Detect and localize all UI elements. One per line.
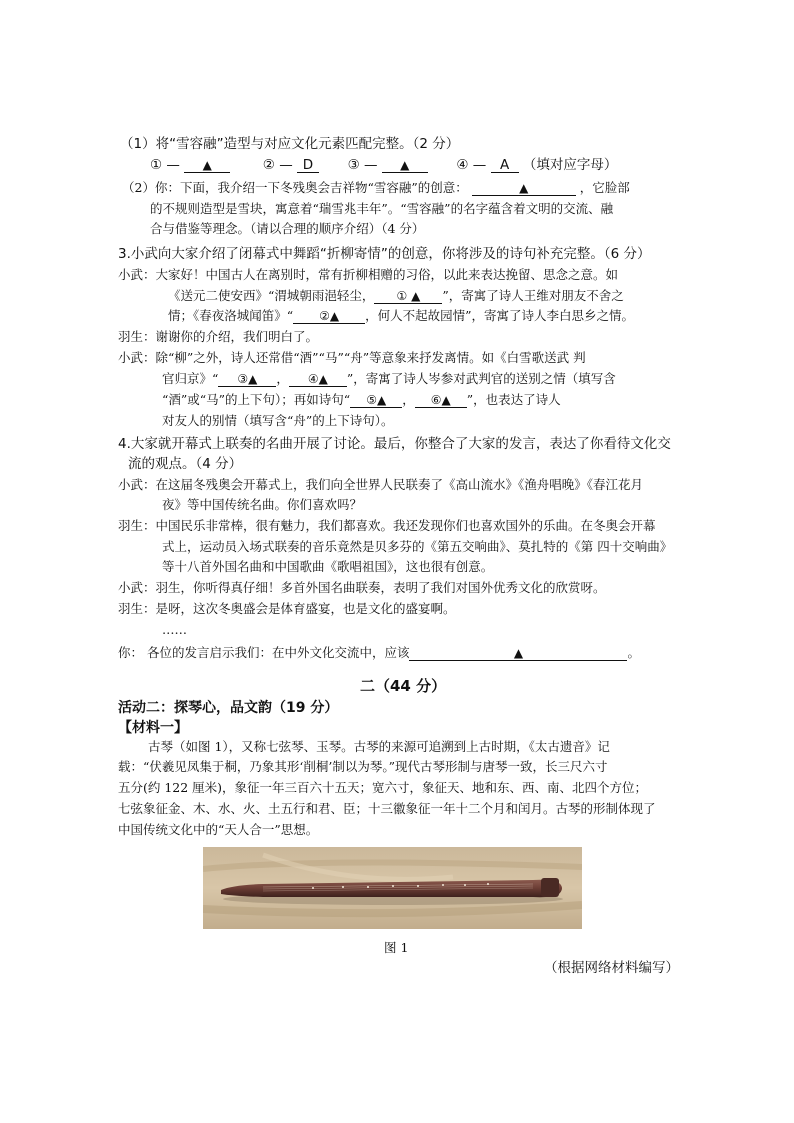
material1-line1: 古琴（如图 1），又称七弦琴、玉琴。古琴的来源可追溯到上古时期，《太古遗音》记 — [148, 739, 610, 754]
poem-blank-5[interactable]: ⑤▲ — [350, 393, 402, 408]
q3-line6-a: 官归京》“ — [162, 371, 219, 386]
q4-line5: 等十八首外国名曲和中国歌曲《歌唱祖国》，这也很有创意。 — [162, 559, 494, 574]
q3-line2-post: ”，寄寓了诗人王维对朋友不舍之 — [442, 288, 624, 303]
q2-part2-prompt: （2）你：下面，我介绍一下冬残奥会吉祥物“雪容融”的创意： — [122, 180, 468, 195]
poem-blank-4[interactable]: ④▲ — [289, 372, 347, 387]
q3-line5: 小武：除“柳”之外，诗人还常借“酒”“马”“舟”等意象来抒发离情。如《白雪歌送武 判 — [118, 350, 586, 365]
item3-answer-blank[interactable]: ▲ — [382, 158, 428, 173]
figure-caption: 图 1 — [384, 940, 409, 955]
item2-label: ② — — [262, 157, 293, 173]
q3-title: 3.小武向大家介绍了闭幕式中舞蹈“折柳寄情”的创意，你将涉及的诗句补充完整。（6 分） — [118, 246, 651, 262]
material1-label: 【材料一】 — [118, 720, 188, 736]
item4-label: ④ — — [456, 157, 487, 173]
source-note: （根据网络材料编写） — [544, 960, 679, 976]
part2-heading: 二（44 分） — [360, 677, 447, 695]
q3-line2 — [168, 288, 624, 304]
activity2-title: 活动二：探琴心，品文韵（19 分） — [118, 700, 339, 716]
item1-answer-blank[interactable]: ▲ — [184, 158, 230, 173]
q3-line6 — [162, 371, 616, 387]
q4-ellipsis: …… — [162, 622, 187, 637]
guqin-image — [203, 847, 582, 929]
q4-answer-line — [118, 645, 640, 661]
poem-blank-2[interactable]: ②▲ — [293, 309, 365, 324]
q3-line6-c: ， — [276, 371, 289, 386]
material1-line2: 载：“伏羲见凤集于桐，乃象其形‘削桐’制以为琴。”现代古琴形制与唐琴一致，长三尺六寸 — [118, 759, 608, 774]
q4-line4: 式上，运动员入场式联奏的音乐竟然是贝多芬的《第五交响曲》、莫扎特的《第 四十交响曲》 — [162, 539, 673, 554]
q3-line3 — [168, 308, 634, 324]
material1-line3: 五分(约 122 厘米)，象征一年三百六十五天；宽六寸，象征天、地和东、西、南、北四个方位； — [118, 780, 648, 795]
q2-part2-line3: 合与借鉴等理念。（请以合理的顺序介绍）（4 分） — [150, 221, 425, 236]
item4-answer: A — [491, 158, 519, 173]
q4-line2: 夜》等中国传统名曲。你们喜欢吗？ — [162, 497, 363, 512]
q3-line3-post: ，何人不起故园情”，寄寓了诗人李白思乡之情。 — [365, 308, 635, 323]
answer-note: （填对应字母） — [522, 157, 618, 173]
q4-line6: 小武：羽生，你听得真仔细！多首外国名曲联奏，表明了我们对国外优秀文化的欣赏呀。 — [118, 580, 606, 595]
q4-line1: 小武：在这届冬残奥会开幕式上，我们向全世界人民联奏了《高山流水》《渔舟唱晚》《春江花月 — [118, 477, 644, 492]
q3-line7-c: ， — [402, 392, 415, 407]
q3-line4: 羽生：谢谢你的介绍，我们明白了。 — [118, 329, 319, 344]
poem-blank-3[interactable]: ③▲ — [218, 372, 276, 387]
q3-line7 — [162, 392, 561, 408]
q2-part2-answer-blank[interactable]: ▲ — [472, 181, 576, 196]
q4-answer-end: 。 — [627, 645, 640, 660]
poem-blank-6[interactable]: ⑥▲ — [415, 393, 467, 408]
q3-line3-pre: 情；《春夜洛城闻笛》“ — [168, 308, 294, 323]
q4-line7: 羽生：是呀，这次冬奥盛会是体育盛宴，也是文化的盛宴啊。 — [118, 601, 456, 616]
poem-blank-1[interactable]: ① ▲ — [374, 289, 442, 304]
q2-part1-items — [150, 157, 617, 173]
material1-line5: 中国传统文化中的“天人合一”思想。 — [118, 822, 319, 837]
q2-part1-intro: （1）将“雪容融”造型与对应文化元素匹配完整。（2 分） — [120, 136, 460, 152]
q2-part2-prompt-end: ，它脸部 — [579, 180, 630, 195]
q3-line7-d: ”，也表达了诗人 — [466, 392, 561, 407]
q3-line2-pre: 《送元二使安西》“渭城朝雨浥轻尘， — [168, 288, 375, 303]
q4-title-line2: 流的观点。（4 分） — [128, 456, 243, 472]
q4-answer-prompt: 你： 各位的发言启示我们：在中外文化交流中，应该 — [118, 645, 410, 660]
item3-label: ③ — — [347, 157, 378, 173]
q3-line6-d: ”，寄寓了诗人岑参对武判官的送别之情（填写含 — [346, 371, 616, 386]
q3-line8: 对友人的别情（填写含“舟”的上下诗句）。 — [162, 413, 394, 428]
q2-part2-line1 — [122, 180, 630, 196]
item2-answer: D — [297, 158, 319, 173]
material1-line4: 七弦象征金、木、水、火、土五行和君、臣；十三徽象征一年十二个月和闰月。古琴的形制体现了 — [118, 801, 656, 816]
q3-line1: 小武：大家好！中国古人在离别时，常有折柳相赠的习俗，以此来表达挽留、思念之意。如 — [118, 267, 619, 282]
q3-line7-a: “酒”或“马”的上下句）；再如诗句“ — [162, 392, 351, 407]
q4-answer-blank[interactable]: ▲ — [409, 646, 627, 661]
q4-title-line1: 4.大家就开幕式上联奏的名曲开展了讨论。最后，你整合了大家的发言，表达了你看待文化交 — [118, 436, 671, 452]
item1-label: ① — — [150, 157, 180, 173]
q2-part2-line2: 的不规则造型是雪块，寓意着“瑞雪兆丰年”。“雪容融”的名字蕴含着文明的交流、融 — [150, 201, 614, 216]
q4-line3: 羽生：中国民乐非常棒，很有魅力，我们都喜欢。我还发现你们也喜欢国外的乐曲。在冬奥会开幕 — [118, 518, 656, 533]
